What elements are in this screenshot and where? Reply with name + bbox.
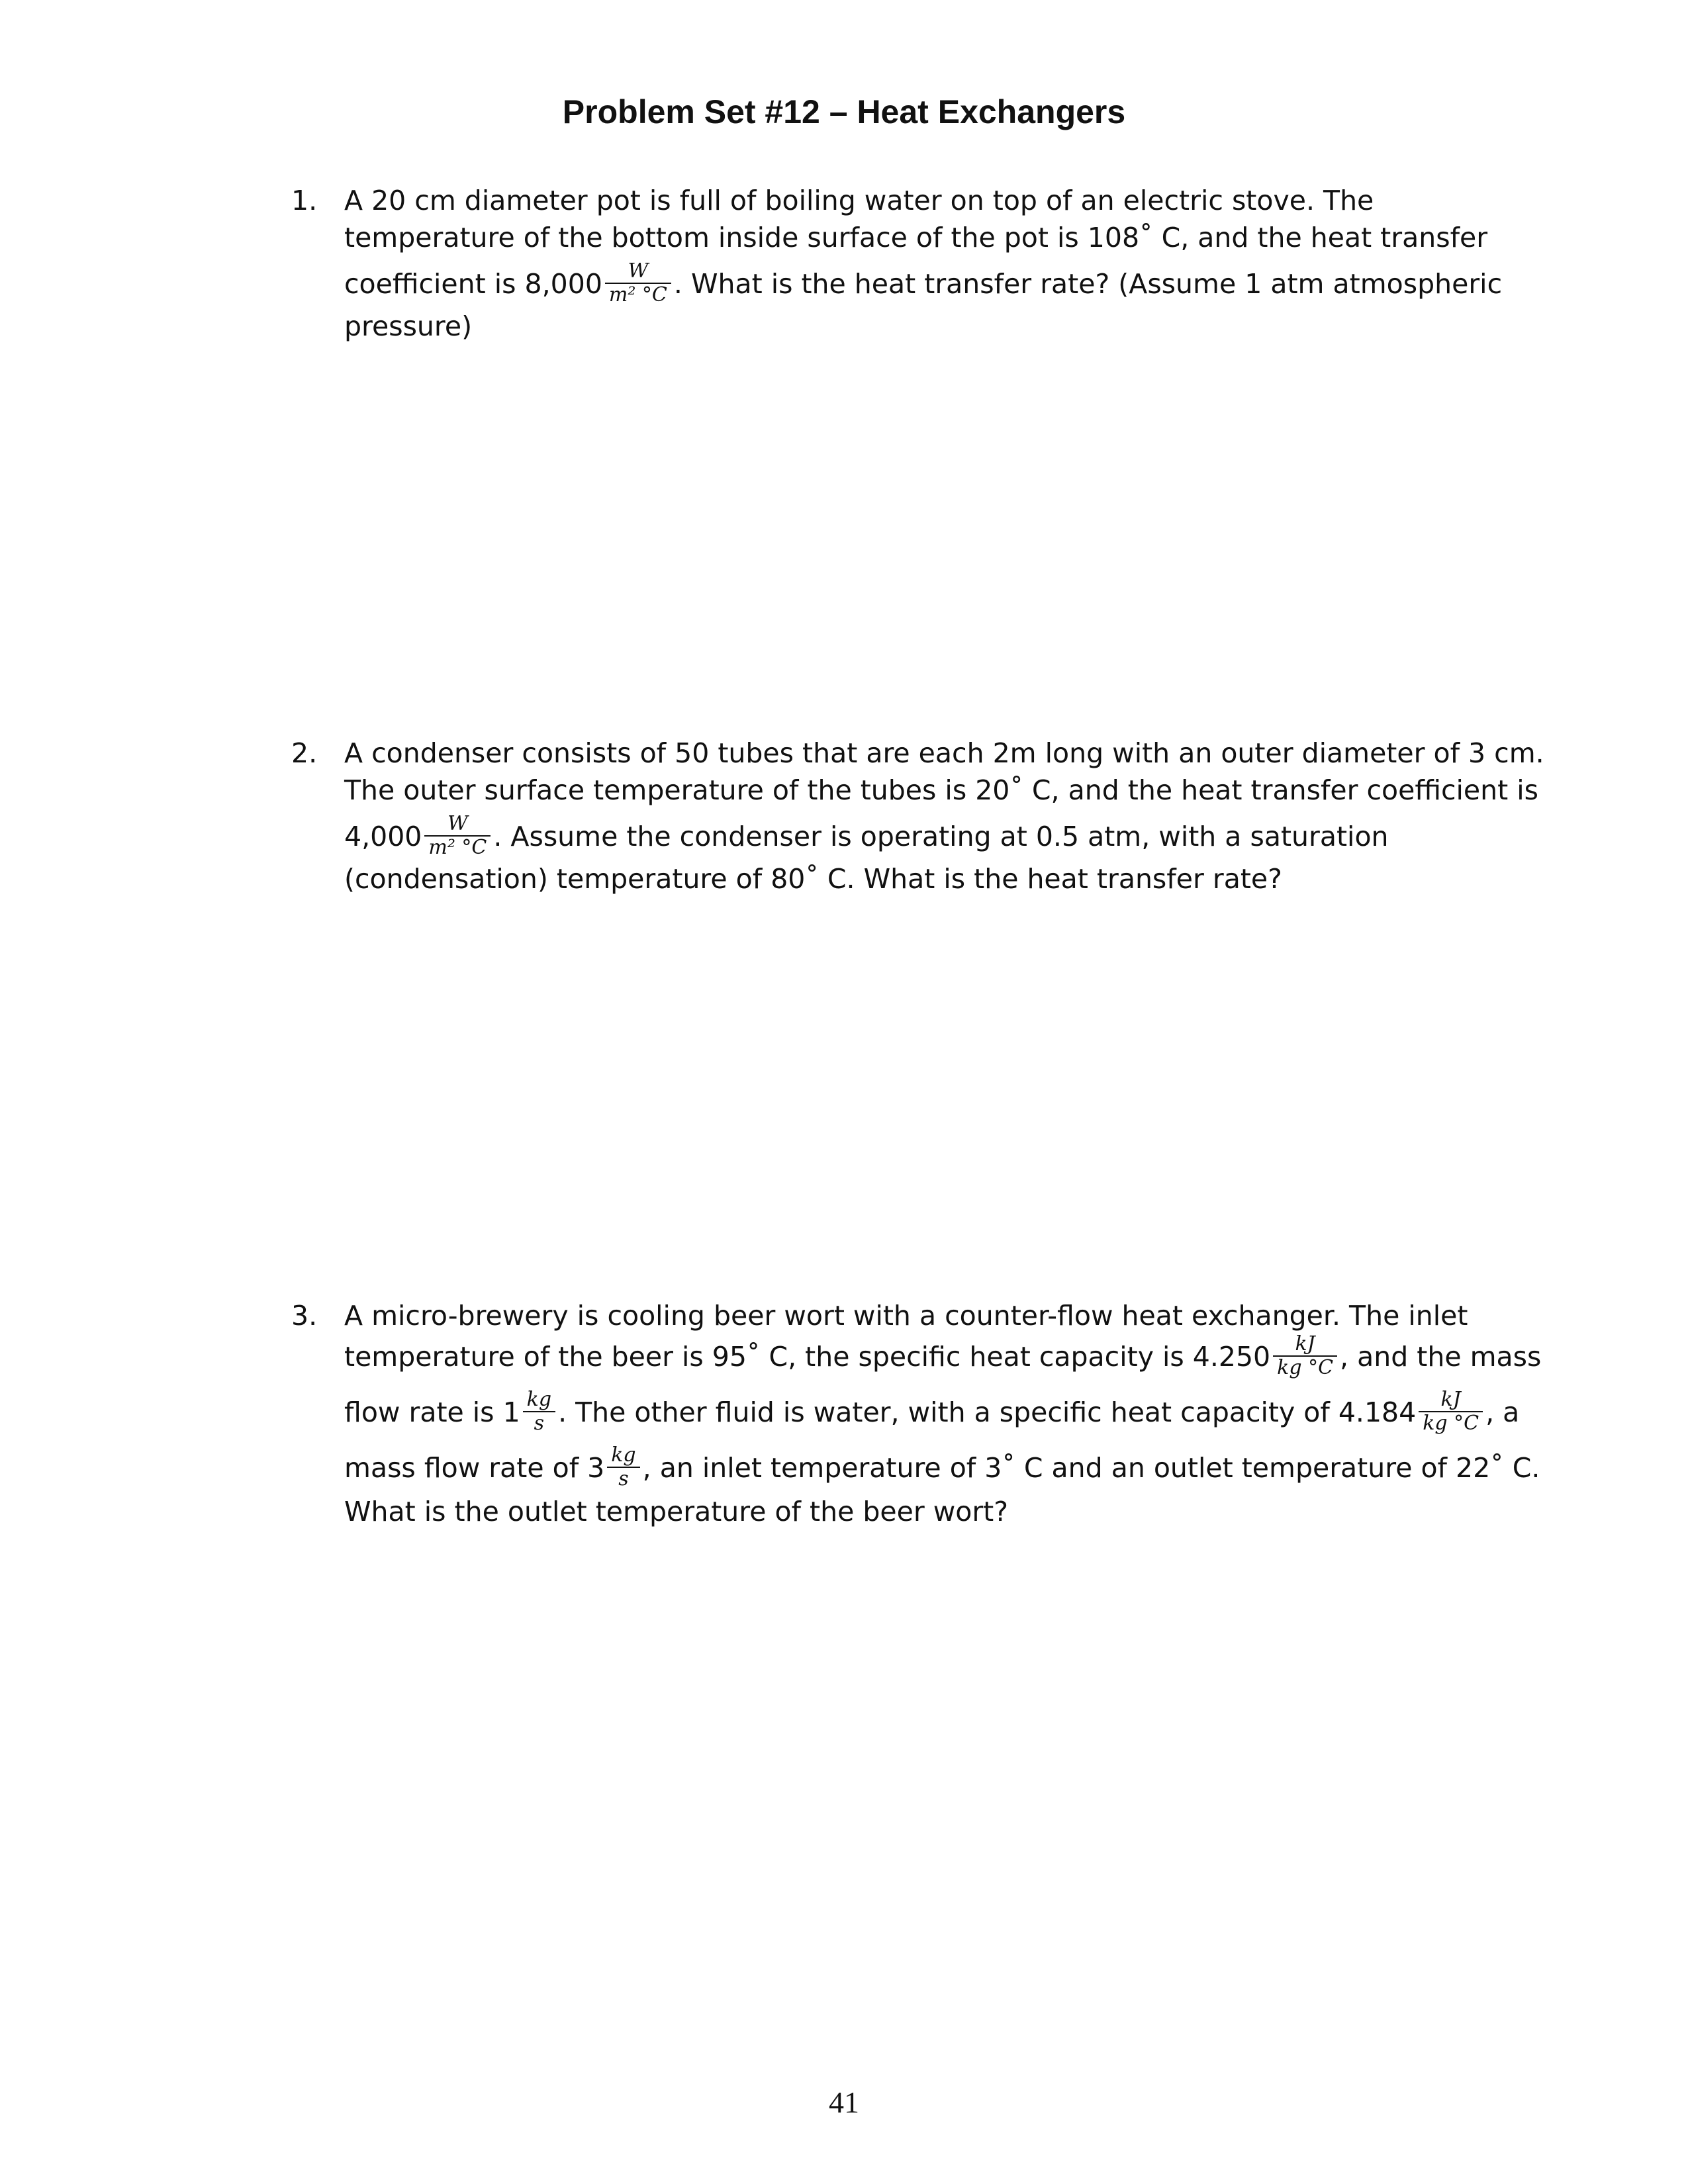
fraction-denominator: s xyxy=(618,1467,629,1490)
problem-text: , a xyxy=(1485,1396,1520,1428)
problem-text-line xyxy=(344,259,1503,309)
fraction-denominator: s xyxy=(534,1412,545,1435)
fraction-numerator: W xyxy=(605,260,671,284)
problem-text: , and the mass xyxy=(1340,1341,1542,1373)
fraction-numerator: kJ xyxy=(1419,1388,1483,1412)
problem-text-line xyxy=(344,1332,1542,1382)
unit-fraction xyxy=(523,1388,555,1435)
problem-text-line: temperature of the bottom inside surface of the pot is 108˚ C, and the heat transfer xyxy=(344,222,1488,253)
problem-3 xyxy=(291,1297,1542,1549)
problem-text: . The other fluid is water, with a specific heat capacity of 4.184 xyxy=(558,1396,1417,1428)
fraction-denominator: kg °C xyxy=(1277,1356,1334,1379)
problem-text-line: The outer surface temperature of the tubes is 20˚ C, and the heat transfer coefficient is xyxy=(344,774,1538,806)
problem-text-line: A condenser consists of 50 tubes that are each 2m long with an outer diameter of 3 cm. xyxy=(344,737,1544,769)
problem-text: . What is the heat transfer rate? (Assume 1 atm atmospheric xyxy=(673,268,1503,300)
problem-text: coefficient is 8,000 xyxy=(344,268,602,300)
unit-fraction xyxy=(424,813,491,859)
fraction-numerator: kg xyxy=(523,1388,555,1412)
problem-text-line: A 20 cm diameter pot is full of boiling water on top of an electric stove. The xyxy=(344,185,1374,216)
unit-fraction xyxy=(607,1444,639,1490)
problem-text-line xyxy=(344,812,1389,862)
problem-text: temperature of the beer is 95˚ C, the specific heat capacity is 4.250 xyxy=(344,1341,1271,1373)
fraction-denominator: m² °C xyxy=(428,836,487,859)
fraction-numerator: kg xyxy=(607,1444,639,1468)
problem-text-line xyxy=(344,1388,1520,1437)
problem-number: 2. xyxy=(291,737,318,769)
problem-text-line: (condensation) temperature of 80˚ C. What is the heat transfer rate? xyxy=(344,863,1282,895)
unit-fraction xyxy=(1273,1333,1337,1379)
problem-text-line: A micro-brewery is cooling beer wort with a counter-flow heat exchanger. The inlet xyxy=(344,1300,1468,1332)
fraction-denominator: kg °C xyxy=(1423,1412,1479,1435)
fraction-numerator: W xyxy=(424,813,491,837)
unit-fraction xyxy=(1419,1388,1483,1435)
problem-text: 4,000 xyxy=(344,821,422,852)
problem-text: flow rate is 1 xyxy=(344,1396,520,1428)
unit-fraction xyxy=(605,260,671,306)
problem-text: , an inlet temperature of 3˚ C and an outlet temperature of 22˚ C. xyxy=(642,1452,1540,1484)
page-number: 41 xyxy=(829,2085,859,2119)
problem-text-line xyxy=(344,1443,1540,1493)
problem-2 xyxy=(291,735,1544,907)
problem-text: mass flow rate of 3 xyxy=(344,1452,605,1484)
problem-text-line: What is the outlet temperature of the beer wort? xyxy=(344,1496,1009,1527)
problem-number: 1. xyxy=(291,185,318,216)
problem-text: . Assume the condenser is operating at 0.5 atm, with a saturation xyxy=(493,821,1389,852)
problem-number: 3. xyxy=(291,1300,318,1332)
page-title: Problem Set #12 – Heat Exchangers xyxy=(562,93,1126,130)
fraction-numerator: kJ xyxy=(1273,1333,1337,1357)
fraction-denominator: m² °C xyxy=(608,283,667,306)
problem-text-line: pressure) xyxy=(344,310,473,342)
problem-1 xyxy=(291,182,1503,354)
